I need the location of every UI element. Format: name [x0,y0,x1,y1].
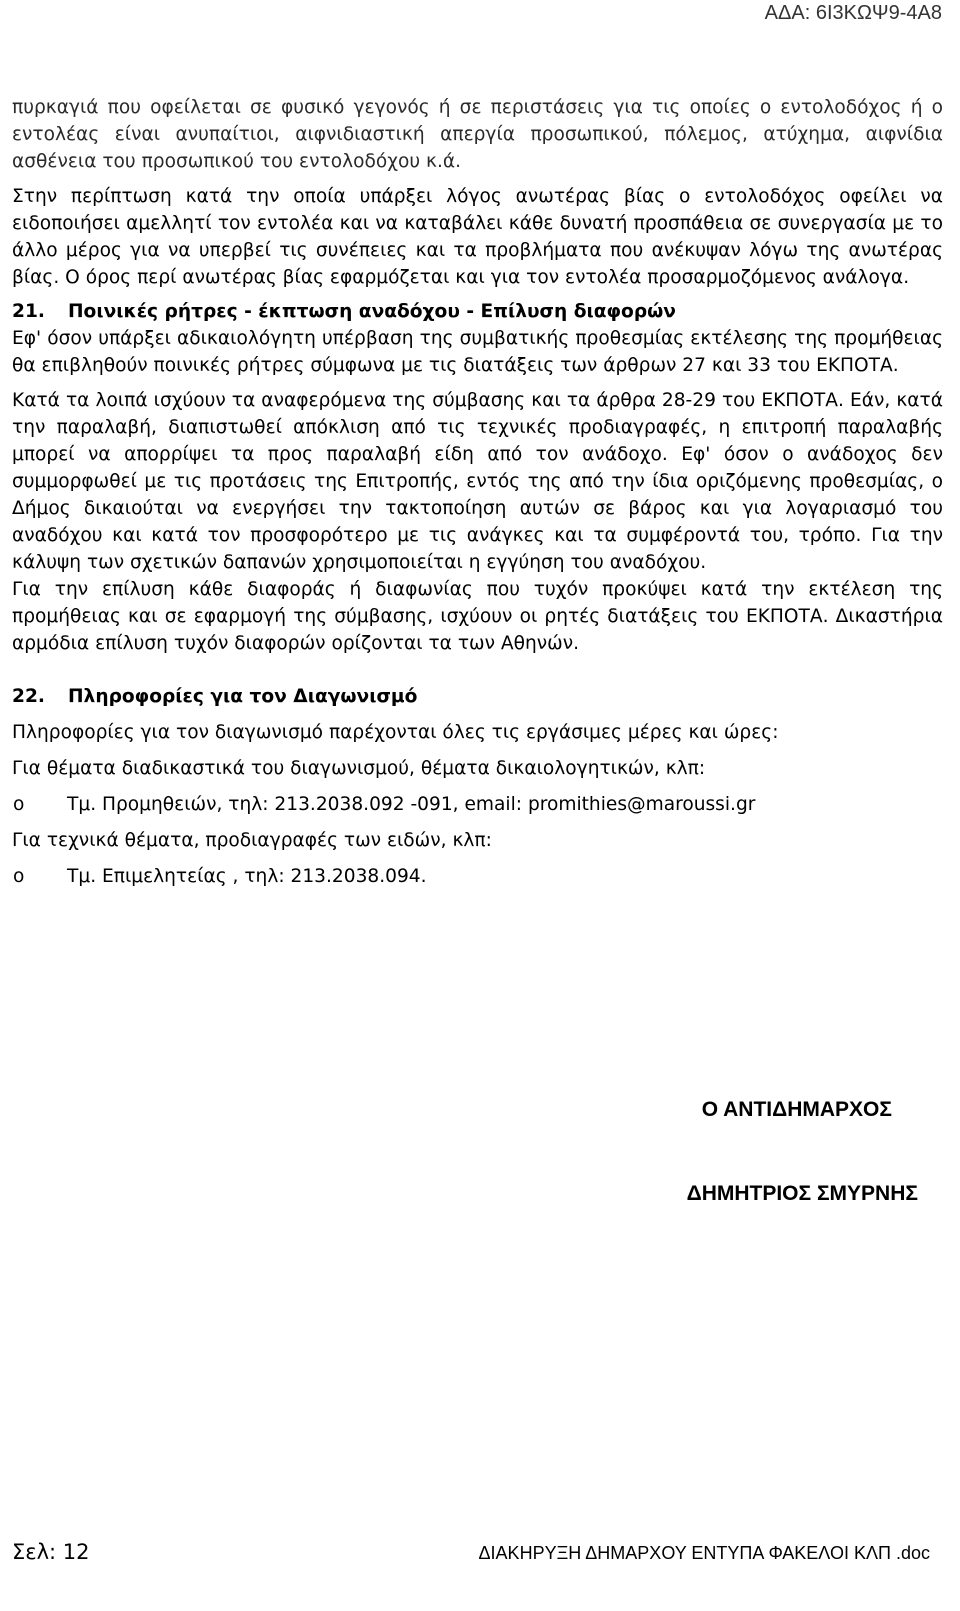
paragraph-dispute-resolution: Για την επίλυση κάθε διαφοράς ή διαφωνίας που τυχόν προκύψει κατά την εκτέλεση της προμήθειας και σε εφαρμογή της σύμβασης, ισχύουν οι ρητές διατάξεις του ΕΚΠΟΤΑ. Δικαστήρια αρμόδια επίλυση τυχόν διαφορών ορίζονται τα των Αθηνών. [12,579,943,654]
document-body [12,94,943,890]
page-number: Σελ: 12 [12,1540,90,1564]
paragraph-force-majeure-causes: πυρκαγιά που οφείλεται σε φυσικό γεγονός ή σε περιστάσεις για τις οποίες ο εντολοδόχος ή ο εντολέας είναι ανυπαίτιοι, αιφνιδιαστική απεργία προσωπικού, πόλεμος, ατύχημα, αιφνίδια ασθένεια του προσωπικού του εντολοδόχου κ.ά. [12,97,943,172]
list-item [12,863,943,890]
bullet-marker: o [13,794,25,815]
section-title: Πληροφορίες για τον Διαγωνισμό [68,686,418,707]
signature-title: Ο ΑΝΤΙΔΗΜΑΡΧΟΣ [701,1098,892,1121]
supply-contact: Τμ. Επιμελητείας , τηλ: 213.2038.094. [67,866,427,887]
section-22 [12,683,943,890]
ada-code: ΑΔΑ: 6Ι3ΚΩΨ9-4Α8 [764,2,942,24]
bullet-marker: o [13,866,25,887]
section-title: Ποινικές ρήτρες - έκπτωση αναδόχου - Επίλυση διαφορών [68,301,676,322]
section-heading-22 [12,683,943,710]
paragraph-delivery-rejection: Κατά τα λοιπά ισχύουν τα αναφερόμενα της σύμβασης και τα άρθρα 28-29 του ΕΚΠΟΤΑ. Εάν, κατά την παραλαβή, διαπιστωθεί απόκλιση από τις τεχνικές προδιαγραφές, η επιτροπή παραλαβής μπορεί να απορρίψει τα προς παραλαβή είδη από τον ανάδοχο. Εφ' όσον ο ανάδοχος δεν συμμορφωθεί με τις προτάσεις της Επιτροπής, εντός της από την ίδια οριζόμενης προθεσμίας, ο Δήμος δικαιούται να ενεργήσει την τακτοποίηση αυτών σε βάρος και για λογαριασμό του αναδόχου και κατά τον προσφορότερο με τις ανάγκες και τα συμφέροντά του, τρόπο. Για την κάλυψη των σχετικών δαπανών χρησιμοποιείται η εγγύηση του αναδόχου. [12,390,943,573]
list-item [12,791,943,818]
signature-name: ΔΗΜΗΤΡΙΟΣ ΣΜΥΡΝΗΣ [686,1182,918,1205]
file-name: ΔΙΑΚΗΡΥΞΗ ΔΗΜΑΡΧΟΥ ΕΝΤΥΠΑ ΦΑΚΕΛΟΙ ΚΛΠ .doc [478,1543,930,1563]
paragraph-penalties: Εφ' όσον υπάρξει αδικαιολόγητη υπέρβαση της συμβατικής προθεσμίας εκτέλεσης της προμήθειας θα επιβληθούν ποινικές ρήτρες σύμφωνα με τις διατάξεις των άρθρων 27 και 33 του ΕΚΠΟΤΑ. [12,328,943,376]
section-heading-21 [12,298,943,325]
info-hours-line: Πληροφορίες για τον διαγωνισμό παρέχονται όλες τις εργάσιμες μέρες και ώρες: [12,722,779,743]
section-number: 21. [12,301,45,322]
info-procedural-line: Για θέματα διαδικαστικά του διαγωνισμού, θέματα δικαιολογητικών, κλπ: [12,758,706,779]
section-number: 22. [12,686,45,707]
paragraph-force-majeure-obligations: Στην περίπτωση κατά την οποία υπάρξει λόγος ανωτέρας βίας ο εντολοδόχος οφείλει να ειδοποιήσει αμελλητί τον εντολέα και να καταβάλει κάθε δυνατή προσπάθεια σε συνεργασία με το άλλο μέρος για να υπερβεί τις συνέπειες και τα προβλήματα που ανέκυψαν λόγω της ανωτέρας βίας. Ο όρος περί ανωτέρας βίας εφαρμόζεται και για τον εντολέα προσαρμοζόμενος ανάλογα. [12,186,943,288]
info-technical-line: Για τεχνικά θέματα, προδιαγραφές των ειδών, κλπ: [12,830,492,851]
procurement-contact: Τμ. Προμηθειών, τηλ: 213.2038.092 -091, email: promithies@maroussi.gr [67,794,756,815]
